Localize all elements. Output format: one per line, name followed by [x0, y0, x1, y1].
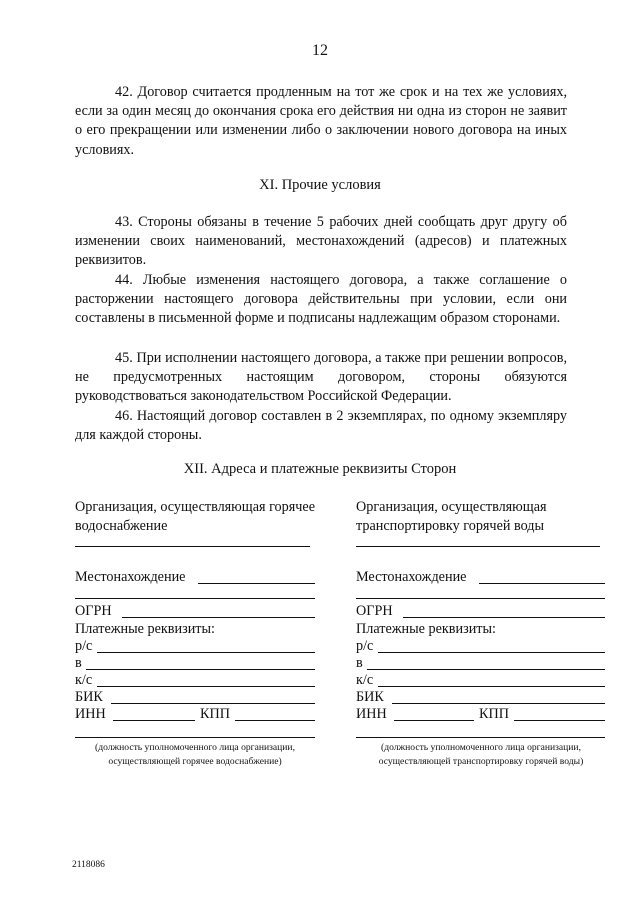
- right-location-label: Местонахождение: [356, 569, 467, 585]
- left-signature-line: [75, 737, 315, 738]
- left-ks-line: [97, 686, 315, 687]
- right-bik-line: [392, 703, 605, 704]
- right-inn-line: [394, 720, 474, 721]
- right-signature-line: [356, 737, 605, 738]
- left-bik-line: [111, 703, 315, 704]
- page-number: 12: [312, 42, 328, 59]
- left-bank-line: [86, 669, 315, 670]
- left-location-line-2: [75, 598, 315, 599]
- right-location-line-2: [356, 598, 605, 599]
- right-party-title: Организация, осуществляющая транспортировку горячей воды: [356, 499, 547, 534]
- right-payment-label: Платежные реквизиты:: [356, 621, 496, 637]
- paragraph-42: 42. Договор считается продленным на тот же срок и на тех же условиях, если за один месяц до окончания срока его действия ни одна из сторон не заявит о его прекращении или изменении либо о заключении нового договора на иных условиях.: [75, 84, 567, 158]
- left-party-title: Организация, осуществляющая горячее водоснабжение: [75, 499, 315, 534]
- right-bank-line: [367, 669, 605, 670]
- left-ks-label: к/с: [75, 672, 93, 688]
- right-inn-label: ИНН: [356, 706, 387, 722]
- left-rs-line: [97, 652, 315, 653]
- left-location-label: Местонахождение: [75, 569, 186, 585]
- right-kpp-label: КПП: [479, 706, 509, 722]
- left-inn-label: ИНН: [75, 706, 106, 722]
- left-payment-label: Платежные реквизиты:: [75, 621, 215, 637]
- right-signature-caption: (должность уполномоченного лица организации, осуществляющей транспортировку горячей воды): [378, 742, 584, 767]
- paragraph-45: 45. При исполнении настоящего договора, а также при решении вопросов, не предусмотренных настоящим договором, стороны обязуются руководствоваться законодательством Российской Федерации.: [75, 350, 567, 405]
- right-kpp-line: [514, 720, 605, 721]
- right-rs-line: [378, 652, 605, 653]
- right-bik-label: БИК: [356, 689, 384, 705]
- left-location-line: [198, 583, 315, 584]
- section-xi-title: XI. Прочие условия: [259, 177, 381, 193]
- left-kpp-label: КПП: [200, 706, 230, 722]
- section-xii-title: XII. Адреса и платежные реквизиты Сторон: [183, 461, 457, 477]
- right-rs-label: р/с: [356, 638, 374, 654]
- right-ks-line: [378, 686, 605, 687]
- right-ogrn-label: ОГРН: [356, 603, 393, 619]
- left-kpp-line: [235, 720, 315, 721]
- left-inn-line: [113, 720, 195, 721]
- paragraph-44: 44. Любые изменения настоящего договора, а также соглашение о расторжении настоящего договора действительны при условии, если они составлены в письменной форме и подписаны надлежащим образом сторонами.: [75, 272, 567, 327]
- right-ks-label: к/с: [356, 672, 374, 688]
- document-code: 2118086: [72, 860, 105, 870]
- left-bik-label: БИК: [75, 689, 103, 705]
- left-rs-label: р/с: [75, 638, 93, 654]
- left-ogrn-line: [122, 617, 315, 618]
- left-ogrn-label: ОГРН: [75, 603, 112, 619]
- right-bank-label: в: [356, 655, 363, 671]
- right-ogrn-line: [403, 617, 605, 618]
- paragraph-46: 46. Настоящий договор составлен в 2 экземплярах, по одному экземпляру для каждой стороны.: [75, 408, 567, 444]
- right-location-line: [479, 583, 605, 584]
- right-org-name-line: [356, 546, 600, 547]
- paragraph-43: 43. Стороны обязаны в течение 5 рабочих дней сообщать друг другу об изменении своих наименований, местонахождений (адресов) и платежных реквизитов.: [75, 214, 567, 269]
- left-signature-caption: (должность уполномоченного лица организации, осуществляющей горячее водоснабжение): [95, 742, 295, 767]
- left-org-name-line: [75, 546, 310, 547]
- left-bank-label: в: [75, 655, 82, 671]
